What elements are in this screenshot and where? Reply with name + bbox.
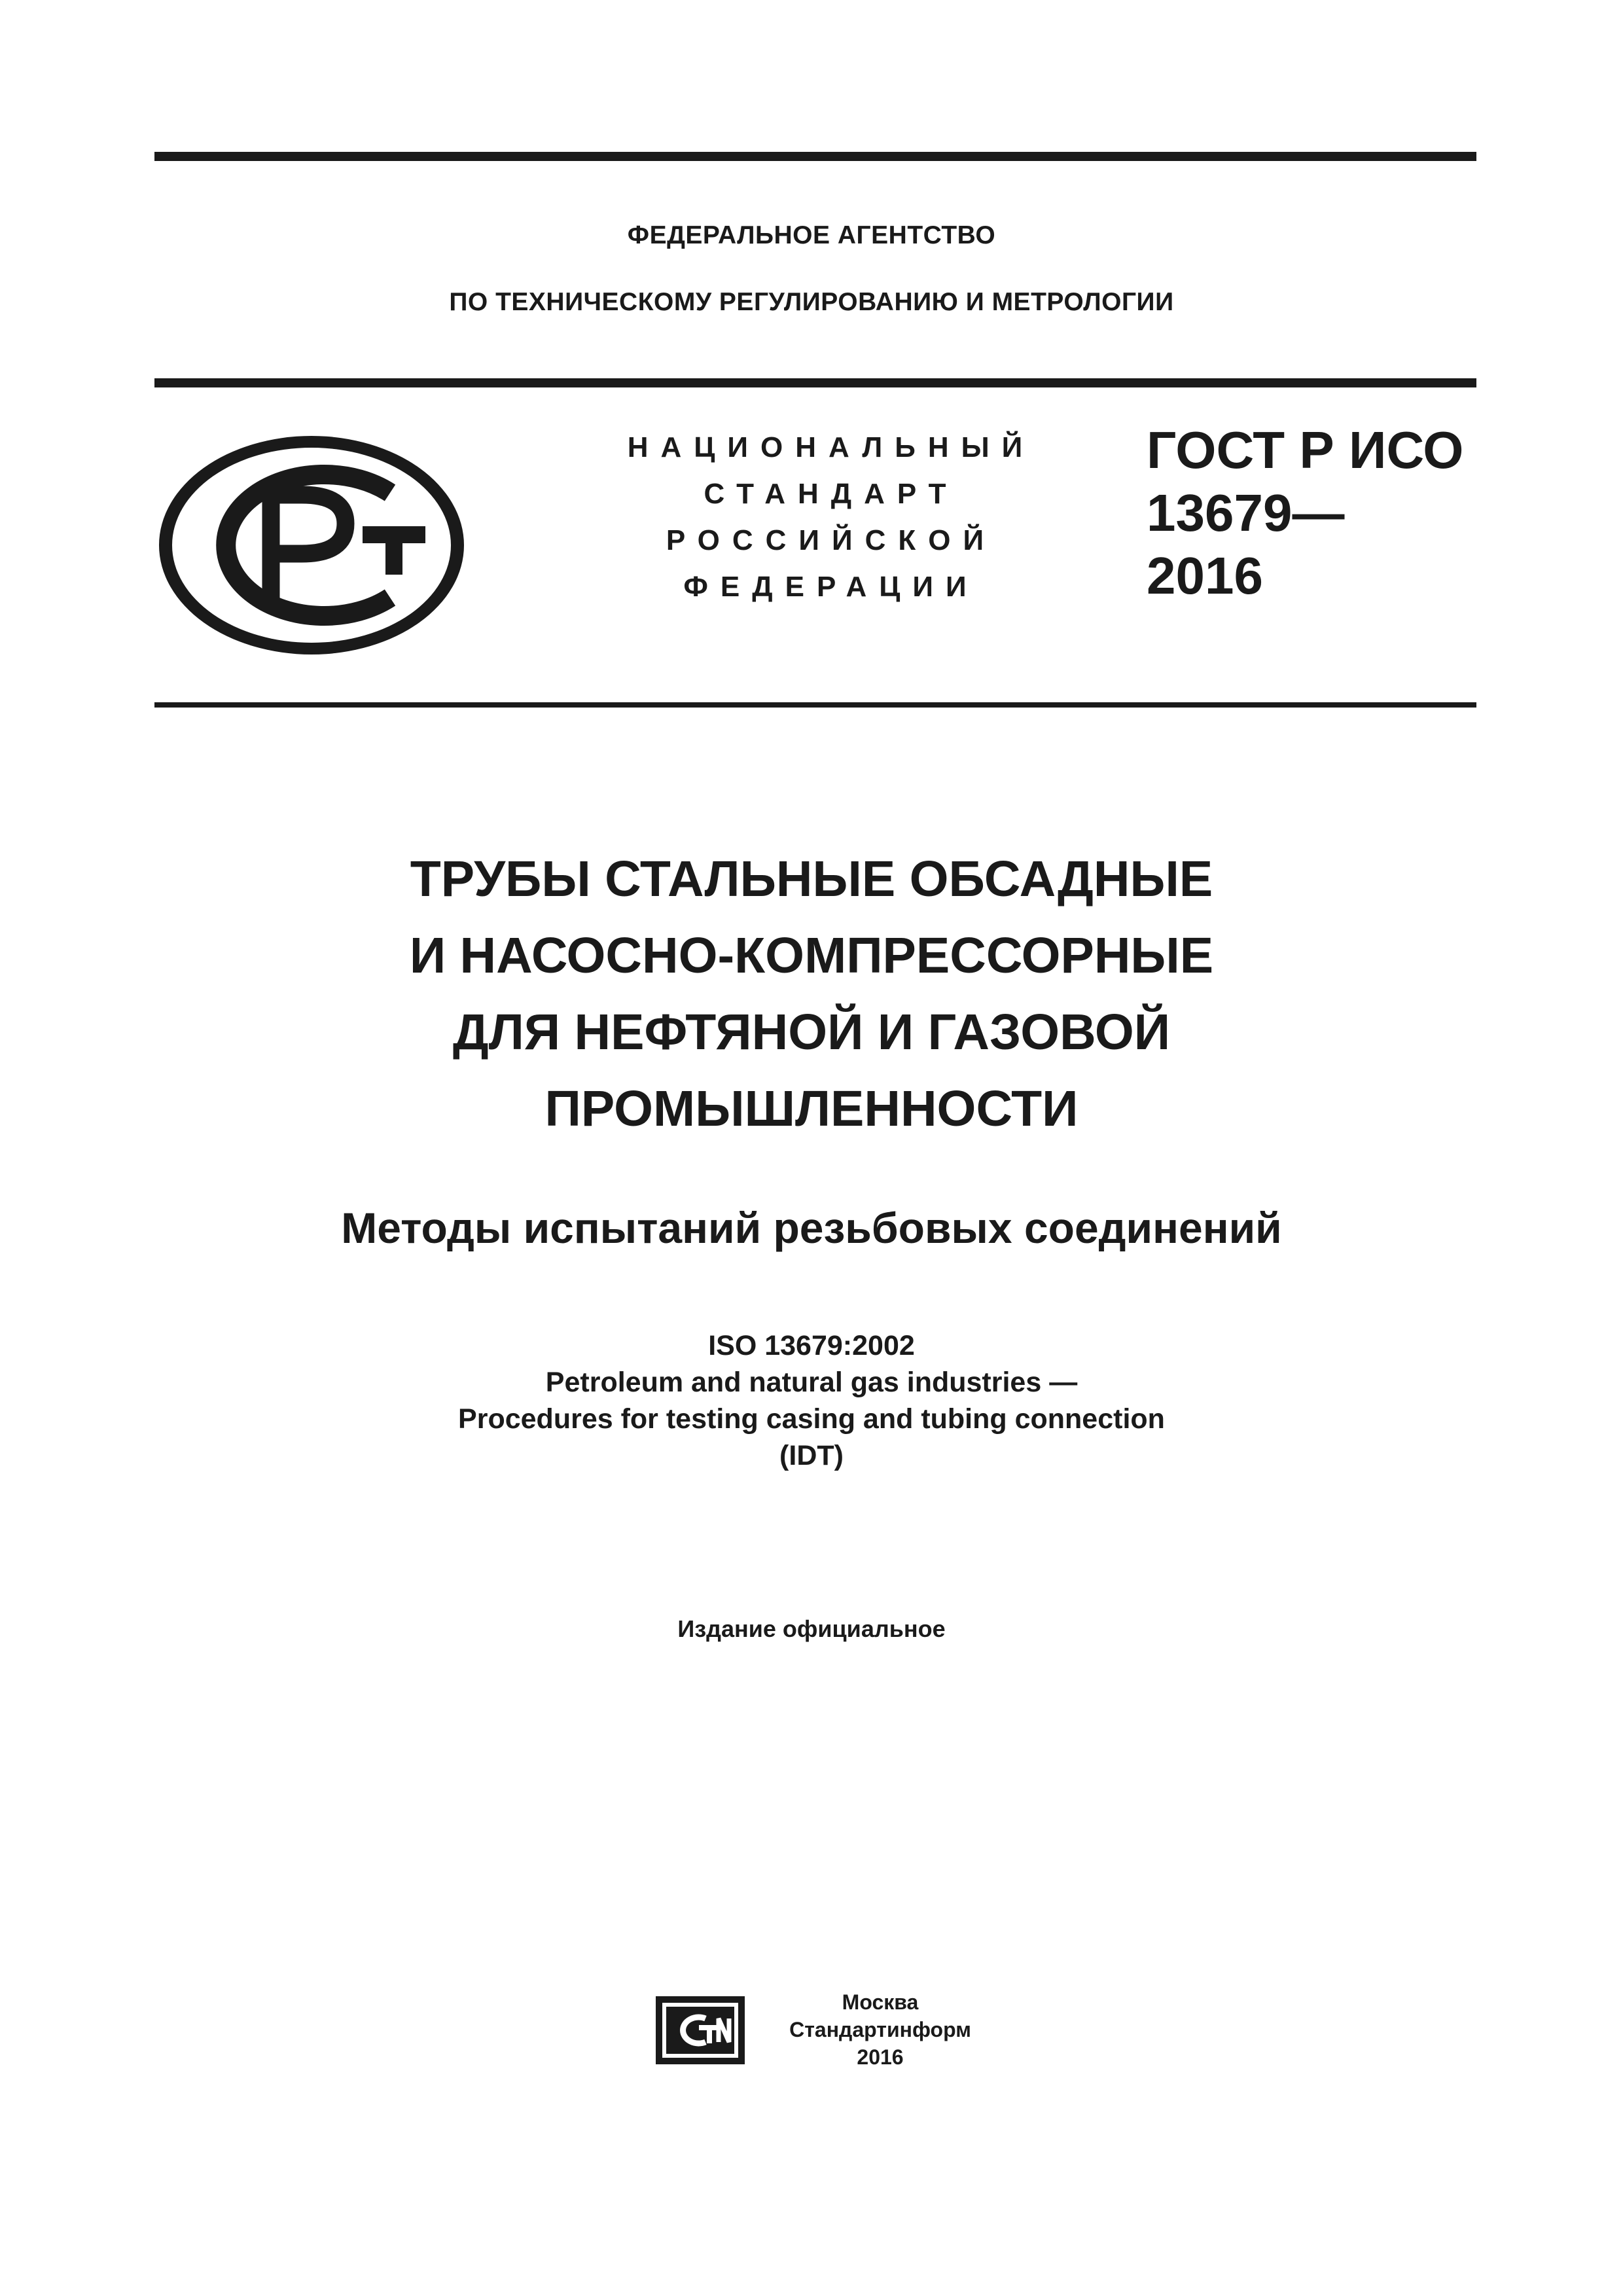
top-rule xyxy=(154,152,1476,161)
agency-line-1: ФЕДЕРАЛЬНОЕ АГЕНТСТВО xyxy=(627,221,996,249)
lower-rule xyxy=(154,702,1476,708)
iso-line: ISO 13679:2002 xyxy=(708,1330,915,1361)
agency-line-2: ПО ТЕХНИЧЕСКОМУ РЕГУЛИРОВАНИЮ И МЕТРОЛОГИИ xyxy=(449,288,1174,316)
national-standard-line: ФЕДЕРАЦИИ xyxy=(683,571,979,603)
national-standard-line: СТАНДАРТ xyxy=(704,478,959,510)
publisher-year: 2016 xyxy=(857,2045,904,2069)
designation-line: 13679— xyxy=(1147,484,1345,542)
national-standard-label xyxy=(615,424,1047,610)
title-line: ТРУБЫ СТАЛЬНЫЕ ОБСАДНЫЕ xyxy=(410,851,1213,907)
document-title xyxy=(0,841,1623,1147)
standartinform-logo-icon xyxy=(656,1996,745,2064)
standard-designation xyxy=(1147,419,1464,607)
designation-line: ГОСТ Р ИСО xyxy=(1147,421,1464,479)
document-subtitle: Методы испытаний резьбовых соединений xyxy=(341,1204,1282,1252)
iso-line: Procedures for testing casing and tubing connection xyxy=(458,1403,1165,1435)
publisher-city: Москва xyxy=(842,1990,919,2014)
publisher-name: Стандартинформ xyxy=(789,2018,971,2041)
iso-reference xyxy=(0,1327,1623,1474)
edition-label: Издание официальное xyxy=(677,1615,946,1642)
title-line: ПРОМЫШЛЕННОСТИ xyxy=(544,1081,1079,1137)
iso-line: Petroleum and natural gas industries — xyxy=(545,1367,1078,1398)
national-standard-line: НАЦИОНАЛЬНЫЙ xyxy=(627,431,1035,463)
title-line: ДЛЯ НЕФТЯНОЙ И ГАЗОВОЙ xyxy=(452,1004,1171,1060)
rst-logo-icon xyxy=(154,431,469,660)
designation-line: 2016 xyxy=(1147,547,1263,605)
iso-line: (IDT) xyxy=(779,1440,844,1471)
national-standard-line: РОССИЙСКОЙ xyxy=(666,524,997,556)
title-line: И НАСОСНО-КОМПРЕССОРНЫЕ xyxy=(409,927,1214,984)
publisher-block xyxy=(772,1988,988,2071)
middle-rule xyxy=(154,378,1476,387)
